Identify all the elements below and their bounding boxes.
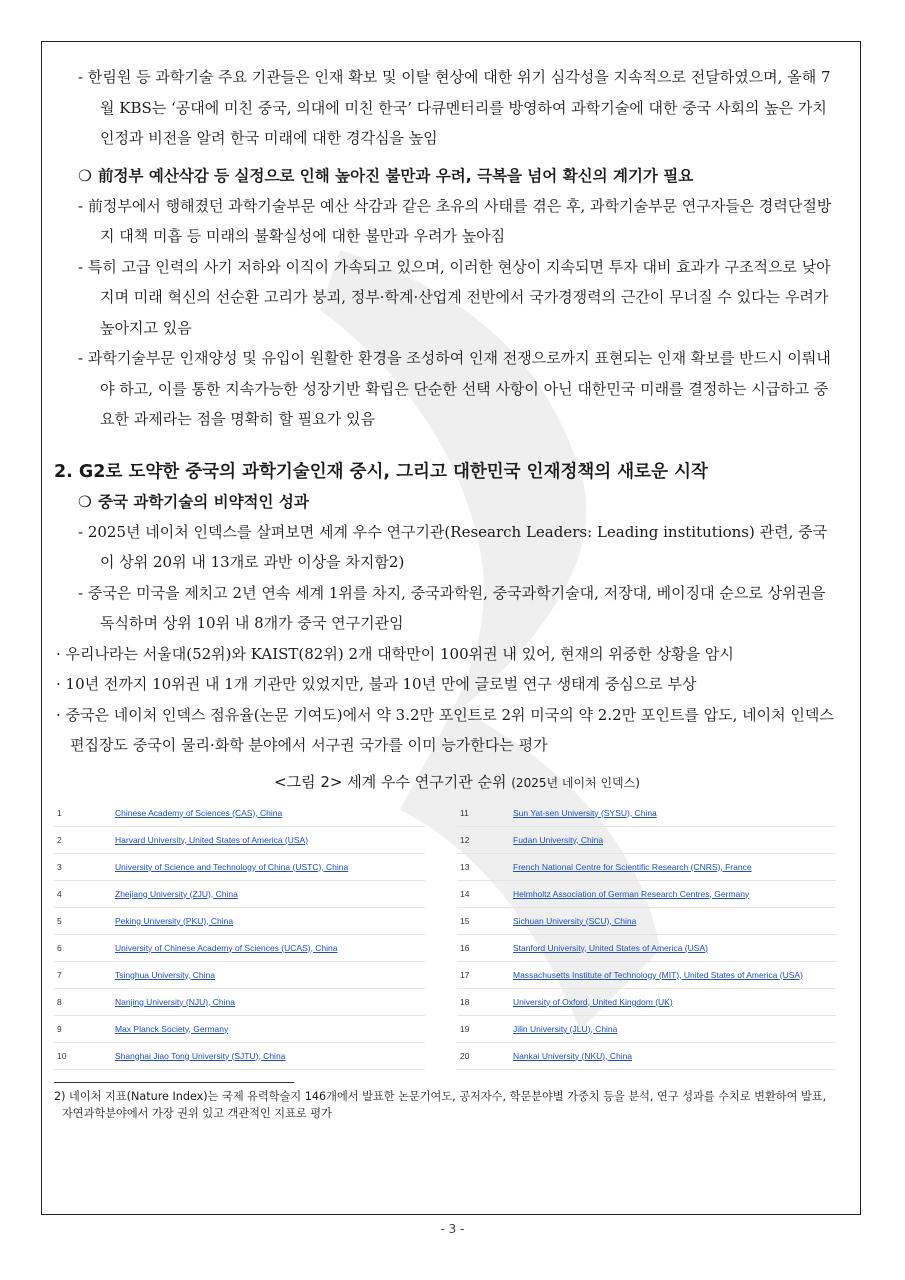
- footnote-divider: [54, 1082, 294, 1083]
- dot-china-share: · 중국은 네이처 인덱스 점유율(논문 기여도)에서 약 3.2만 포인트로 2위 미국의 약 2.2만 포인트를 압도, 네이처 인덱스 편집장도 중국이 물리·화학 분야에서 서구권 국가를 이미 능가한다는 평가: [56, 705, 834, 754]
- bullet-talent-drain: - 특히 고급 인력의 사기 저하와 이직이 가속되고 있으며, 이러한 현상이 지속되면 투자 대비 효과가 구조적으로 낮아지며 미래 혁신의 선순환 고리가 붕괴, 정부·학계·산업계 전반에서 국가경쟁력의 근간이 무너질 수 있다는 우려가 높아지고 있음: [78, 257, 831, 337]
- table-row: [54, 880, 425, 907]
- table-row: [54, 826, 425, 853]
- table-row: [457, 1042, 836, 1069]
- page-frame: [41, 41, 861, 1215]
- figure-caption-main: <그림 2> 세계 우수 연구기관 순위: [274, 772, 507, 791]
- institution-link[interactable]: Helmholtz Association of German Research Centres, Germany: [513, 888, 750, 899]
- rank-cell: 6: [54, 934, 115, 961]
- rank-cell: 13: [457, 853, 513, 880]
- dot-korea-ranking: · 우리나라는 서울대(52위)와 KAIST(82위) 2개 대학만이 100위권 내 있어, 현재의 위중한 상황을 암시: [56, 644, 734, 663]
- rank-cell: 20: [457, 1042, 513, 1069]
- circle-bullet-icon: ❍: [78, 166, 92, 185]
- institution-link[interactable]: Jilin University (JLU), China: [513, 1023, 618, 1034]
- rank-cell: 4: [54, 880, 115, 907]
- table-row: [457, 880, 836, 907]
- table-row: [54, 800, 425, 827]
- footnote-nature-index: 2) 네이처 지표(Nature Index)는 국제 유력학술지 146개에서 발표한 논문기여도, 공저자수, 학문분야별 가중치 등을 분석, 연구 성과를 수치로 변환하여 발표, 자연과학분야에서 가장 권위 있고 객관적인 지표로 평가: [54, 1089, 827, 1120]
- rank-cell: 19: [457, 1015, 513, 1042]
- institution-link[interactable]: Zhejiang University (ZJU), China: [115, 888, 238, 899]
- rank-cell: 17: [457, 961, 513, 988]
- heading-china-achievement-text: 중국 과학기술의 비약적인 성과: [98, 492, 309, 511]
- rank-cell: 18: [457, 988, 513, 1015]
- institution-link[interactable]: University of Oxford, United Kingdom (UK): [513, 996, 673, 1007]
- table-row: [457, 853, 836, 880]
- rank-cell: 15: [457, 907, 513, 934]
- section-2-title: 2. G2로 도약한 중국의 과학기술인재 중시, 그리고 대한민국 인재정책의 새로운 시작: [54, 461, 708, 482]
- heading-china-achievement: [78, 487, 836, 517]
- circle-bullet-icon: ❍: [78, 492, 92, 511]
- bullet-talent-securing: - 과학기술부문 인재양성 및 유입이 원활한 환경을 조성하여 인재 전쟁으로까지 표현되는 인재 확보를 반드시 이뤄내야 하고, 이를 통한 지속가능한 성장기반 확립은 단순한 선택 사항이 아닌 대한민국 미래를 결정하는 시급하고 중요한 과제라는 점을 명확히 할 필요가 있음: [78, 349, 831, 428]
- rank-cell: 11: [457, 800, 513, 827]
- rank-cell: 3: [54, 853, 115, 880]
- rank-cell: 14: [457, 880, 513, 907]
- table-row: [54, 1042, 425, 1069]
- rank-cell: 12: [457, 826, 513, 853]
- ranking-table-left: [54, 800, 425, 1070]
- heading-budget-cut-text: 前정부 예산삭감 등 실정으로 인해 높아진 불만과 우려, 극복을 넘어 확신의 계기가 필요: [98, 166, 694, 185]
- table-row: [54, 1015, 425, 1042]
- table-row: [54, 988, 425, 1015]
- ranking-figure: [54, 800, 836, 1070]
- dot-ten-years: · 10년 전까지 10위권 내 1개 기관만 있었지만, 불과 10년 만에 글로벌 연구 생태계 중심으로 부상: [56, 675, 697, 693]
- institution-link[interactable]: University of Science and Technology of China (USTC), China: [115, 861, 349, 872]
- rank-cell: 7: [54, 961, 115, 988]
- table-row: [54, 934, 425, 961]
- institution-link[interactable]: Harvard University, United States of America (USA): [115, 834, 309, 845]
- rank-cell: 16: [457, 934, 513, 961]
- table-row: [457, 988, 836, 1015]
- page-content: [42, 42, 860, 1214]
- institution-link[interactable]: Nankai University (NKU), China: [513, 1050, 633, 1061]
- bullet-china-first: - 중국은 미국을 제치고 2년 연속 세계 1위를 차지, 중국과학원, 중국과학기술대, 저장대, 베이징대 순으로 상위권을 독식하며 상위 10위 내 8개가 중국 연구기관임: [78, 583, 826, 632]
- figure-caption: [78, 767, 836, 798]
- table-row: [54, 907, 425, 934]
- rank-cell: 8: [54, 988, 115, 1015]
- ranking-table-right: [457, 800, 836, 1070]
- institution-link[interactable]: Sichuan University (SCU), China: [513, 915, 637, 926]
- institution-link[interactable]: French National Centre for Scientific Research (CNRS), France: [513, 861, 752, 872]
- institution-link[interactable]: Peking University (PKU), China: [115, 915, 234, 926]
- rank-cell: 10: [54, 1042, 115, 1069]
- table-row: [457, 934, 836, 961]
- institution-link[interactable]: Tsinghua University, China: [115, 969, 215, 980]
- table-row: [457, 907, 836, 934]
- table-row: [54, 961, 425, 988]
- institution-link[interactable]: Chinese Academy of Sciences (CAS), China: [115, 807, 283, 818]
- rank-cell: 2: [54, 826, 115, 853]
- heading-budget-cut: [78, 161, 836, 191]
- bullet-nature-index: - 2025년 네이처 인덱스를 살펴보면 세계 우수 연구기관(Research Leaders: Leading institutions) 관련, 중국이 상위 20위 내 13개로 과반 이상을 차지함2): [78, 522, 828, 571]
- institution-link[interactable]: University of Chinese Academy of Sciences (UCAS), China: [115, 942, 338, 953]
- rank-cell: 1: [54, 800, 115, 827]
- page-number: - 3 -: [440, 1222, 465, 1236]
- bullet-budget-cut: - 前정부에서 행해졌던 과학기술부문 예산 삭감과 같은 초유의 사태를 겪은 후, 과학기술부문 연구자들은 경력단절방지 대책 미흡 등 미래의 불확실성에 대한 불만과 우려가 높아짐: [78, 196, 832, 245]
- figure-caption-sub: (2025년 네이처 인덱스): [511, 775, 640, 790]
- institution-link[interactable]: Fudan University, China: [513, 834, 604, 845]
- table-row: [457, 826, 836, 853]
- table-row: [457, 961, 836, 988]
- institution-link[interactable]: Shanghai Jiao Tong University (SJTU), China: [115, 1050, 286, 1061]
- institution-link[interactable]: Massachusetts Institute of Technology (MIT), United States of America (USA): [513, 969, 803, 980]
- table-row: [457, 1015, 836, 1042]
- table-row: [54, 853, 425, 880]
- rank-cell: 5: [54, 907, 115, 934]
- institution-link[interactable]: Nanjing University (NJU), China: [115, 996, 235, 1007]
- institution-link[interactable]: Sun Yat-sen University (SYSU), China: [513, 807, 657, 818]
- table-row: [457, 800, 836, 827]
- paragraph-institutions-warning: - 한림원 등 과학기술 주요 기관들은 인재 확보 및 이탈 현상에 대한 위기 심각성을 지속적으로 전달하였으며, 올해 7월 KBS는 ‘공대에 미친 중국, 의대에 미친 한국’ 다큐멘터리를 방영하여 과학기술에 대한 중국 사회의 높은 가치인정과 비전을 알려 한국 미래에 대한 경각심을 높임: [78, 68, 831, 147]
- rank-cell: 9: [54, 1015, 115, 1042]
- institution-link[interactable]: Max Planck Society, Germany: [115, 1023, 229, 1034]
- institution-link[interactable]: Stanford University, United States of America (USA): [513, 942, 708, 953]
